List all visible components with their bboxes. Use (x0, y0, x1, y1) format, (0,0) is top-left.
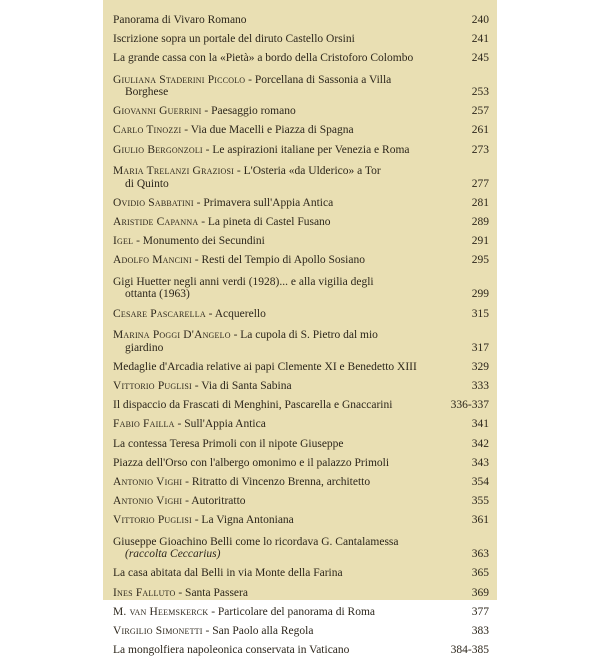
entry-page-number: 384-385 (450, 644, 489, 657)
index-entry (113, 508, 489, 527)
entry-title: - La cupola di S. Pietro dal mio (230, 329, 378, 342)
entry-text (113, 606, 449, 619)
entry-page-number: 281 (471, 196, 489, 209)
entry-page-number: 363 (471, 548, 489, 561)
entry-row (113, 450, 489, 469)
entry-page-number: 277 (471, 177, 489, 190)
entry-page-number: 383 (471, 625, 489, 637)
entry-text (113, 438, 449, 451)
entry-page-number: 315 (471, 307, 489, 320)
entry-title: La mongolfiera napoleonica conservata in Vaticano (113, 644, 350, 657)
index-entry (113, 412, 489, 431)
entry-row (113, 354, 489, 373)
entry-author: Carlo Tinozzi (113, 124, 182, 137)
entry-page-number: 261 (471, 124, 489, 137)
entry-text (113, 567, 449, 580)
entry-author: Cesare Pascarella (113, 307, 206, 320)
entry-text (113, 361, 449, 374)
entry-row (113, 248, 489, 267)
entry-author: Igel (113, 235, 134, 248)
index-entry (113, 267, 489, 301)
entry-row (113, 431, 489, 450)
entry-page-number: 377 (471, 605, 489, 618)
entry-text (113, 105, 449, 118)
entry-title: - Primavera sull'Appia Antica (193, 196, 334, 209)
entry-title: Piazza dell'Orso con l'albergo omonimo e il palazzo Primoli (113, 456, 390, 469)
index-entry (113, 26, 489, 45)
entry-author: Fabio Failla (113, 418, 175, 431)
entry-page-number: 289 (471, 216, 489, 228)
index-entry (113, 561, 489, 580)
entry-text (113, 399, 449, 412)
entry-row (113, 209, 489, 228)
entry-title-continued: ottanta (1963) (125, 288, 190, 301)
entry-text (113, 380, 449, 393)
entry-page-number: 365 (471, 567, 489, 580)
entry-row (113, 99, 489, 118)
entry-title: - Via due Macelli e Piazza di Spagna (181, 124, 354, 137)
entry-row (113, 26, 489, 45)
entry-title-continued: (raccolta Ceccarius) (125, 548, 221, 561)
entry-title: - Particolare del panorama di Roma (208, 605, 376, 618)
entry-title-continued: Borghese (125, 86, 169, 99)
entry-text (113, 74, 449, 99)
entry-text (113, 235, 449, 248)
entry-text (113, 144, 449, 157)
entry-row (113, 580, 489, 599)
index-entry (113, 469, 489, 488)
index-entry (113, 618, 489, 637)
index-entry (113, 392, 489, 411)
entry-author: Antonio Vighi (113, 495, 183, 508)
entry-author: Antonio Vighi (113, 475, 183, 488)
entry-page-number: 245 (471, 52, 489, 65)
index-entry (113, 45, 489, 64)
entry-row (113, 65, 489, 99)
entry-page-number: 355 (471, 495, 489, 508)
index-entry (113, 137, 489, 156)
entry-title: La grande cassa con la «Pietà» a bordo della Cristoforo Colombo (113, 52, 414, 65)
entry-row (113, 469, 489, 488)
entry-text (113, 644, 449, 657)
entry-title: - La pineta di Castel Fusano (198, 216, 331, 228)
index-entry (113, 488, 489, 507)
entry-page-number: 336-337 (450, 399, 489, 412)
entry-page-number: 273 (471, 143, 489, 156)
entry-title: Iscrizione sopra un portale del diruto Castello Orsini (113, 32, 355, 45)
entry-author: Marina Poggi D'Angelo (113, 329, 231, 342)
entry-title: - Le aspirazioni italiane per Venezia e Roma (202, 143, 410, 156)
entry-author: Aristide Capanna (113, 216, 199, 228)
entry-title: Gigi Huetter negli anni verdi (1928)... e alla vigilia degli (113, 275, 374, 288)
entry-title: Il dispaccio da Frascati di Menghini, Pascarella e Gnaccarini (113, 399, 393, 412)
index-entry (113, 638, 489, 657)
entry-text (113, 457, 449, 470)
index-entry (113, 190, 489, 209)
entry-page-number: 369 (471, 586, 489, 599)
entry-row (113, 137, 489, 156)
index-entry (113, 450, 489, 469)
index-entry (113, 599, 489, 618)
entry-page-number: 333 (471, 379, 489, 392)
entry-text (113, 33, 449, 46)
entry-text (113, 197, 449, 210)
entry-row (113, 488, 489, 507)
entry-row (113, 508, 489, 527)
index-entry (113, 248, 489, 267)
entry-page-number: 361 (471, 514, 489, 527)
entry-title: Giuseppe Gioachino Belli come lo ricordava G. Cantalamessa (113, 535, 399, 548)
entry-author: Ines Falluto (113, 586, 176, 599)
entry-page-number: 240 (471, 13, 489, 26)
entry-title: - La Vigna Antoniana (191, 514, 294, 527)
entry-page-number: 343 (471, 456, 489, 469)
index-entry (113, 431, 489, 450)
entry-page-number: 329 (471, 360, 489, 373)
entry-row (113, 527, 489, 561)
entry-title: - Resti del Tempio di Apollo Sosiano (191, 254, 365, 267)
index-entry (113, 99, 489, 118)
entry-page-number: 253 (471, 86, 489, 99)
entry-page-number: 257 (471, 105, 489, 118)
entry-title: - Autoritratto (182, 495, 246, 508)
entry-text (113, 514, 449, 527)
entry-row (113, 267, 489, 301)
entry-title: - L'Osteria «da Ulderico» a Tor (234, 165, 381, 178)
illustrations-index (113, 7, 489, 657)
entry-title-continued: giardino (125, 341, 164, 354)
index-entry (113, 373, 489, 392)
entry-text (113, 14, 449, 27)
entry-title: La casa abitata dal Belli in via Monte della Farina (113, 567, 343, 580)
entry-author: Vittorio Puglisi (113, 514, 192, 527)
entry-row (113, 320, 489, 354)
entry-title: - Ritratto di Vincenzo Brenna, architetto (182, 475, 371, 488)
entry-row (113, 561, 489, 580)
index-entry (113, 354, 489, 373)
entry-row (113, 412, 489, 431)
index-entry (113, 229, 489, 248)
entry-author: Giulio Bergonzoli (113, 143, 203, 156)
entry-text (113, 216, 449, 229)
entry-page-number: 341 (471, 418, 489, 431)
index-entry (113, 301, 489, 320)
entry-row (113, 599, 489, 618)
entry-text (113, 254, 449, 267)
entry-page-number: 317 (471, 341, 489, 354)
entry-title: - Via di Santa Sabina (191, 379, 292, 392)
entry-row (113, 118, 489, 137)
entry-text (113, 476, 449, 489)
entry-page-number: 295 (471, 254, 489, 267)
entry-title-continued: di Quinto (125, 177, 169, 190)
entry-text (113, 329, 449, 354)
entry-title: - Monumento dei Secundini (133, 235, 265, 248)
entry-title: Panorama di Vivaro Romano (113, 13, 247, 26)
entry-row (113, 156, 489, 190)
entry-page-number: 354 (471, 475, 489, 488)
index-entry (113, 209, 489, 228)
index-entry (113, 580, 489, 599)
entry-text (113, 587, 449, 600)
index-entry (113, 320, 489, 354)
entry-title: - San Paolo alla Regola (202, 625, 314, 637)
entry-page-number: 342 (471, 437, 489, 450)
entry-text (113, 495, 449, 508)
entry-author: Giuliana Staderini Piccolo (113, 73, 246, 86)
entry-row (113, 190, 489, 209)
entry-text (113, 52, 449, 65)
entry-title: Medaglie d'Arcadia relative ai papi Clemente XI e Benedetto XIII (113, 360, 417, 373)
entry-author: Giovanni Guerrini (113, 105, 202, 118)
entry-author: Virgilio Simonetti (113, 625, 203, 637)
entry-row (113, 301, 489, 320)
entry-title: - Sull'Appia Antica (174, 418, 266, 431)
entry-row (113, 229, 489, 248)
index-entry (113, 7, 489, 26)
index-entry (113, 65, 489, 99)
entry-page-number: 291 (471, 235, 489, 248)
entry-text (113, 124, 449, 137)
entry-row (113, 45, 489, 64)
index-entry (113, 118, 489, 137)
index-entry (113, 156, 489, 190)
entry-row (113, 392, 489, 411)
entry-page-number: 241 (471, 32, 489, 45)
entry-title: - Acquerello (205, 307, 266, 320)
entry-author: Adolfo Mancini (113, 254, 192, 267)
entry-row (113, 7, 489, 26)
entry-title: - Santa Passera (175, 586, 248, 599)
entry-title: - Porcellana di Sassonia a Villa (245, 73, 392, 86)
index-entry (113, 527, 489, 561)
entry-text (113, 536, 449, 561)
entry-text (113, 418, 449, 431)
entry-author: M. van Heemskerck (113, 605, 209, 618)
entry-row (113, 618, 489, 637)
entry-text (113, 625, 449, 638)
entry-author: Vittorio Puglisi (113, 379, 192, 392)
entry-page-number: 299 (471, 288, 489, 301)
entry-title: La contessa Teresa Primoli con il nipote Giuseppe (113, 437, 344, 450)
book-page (103, 0, 497, 657)
entry-text (113, 165, 449, 190)
entry-text (113, 276, 449, 301)
entry-text (113, 308, 449, 321)
entry-author: Maria Trelanzi Graziosi (113, 165, 235, 178)
entry-row (113, 373, 489, 392)
entry-title: - Paesaggio romano (201, 105, 296, 118)
entry-author: Ovidio Sabbatini (113, 196, 194, 209)
entry-row (113, 638, 489, 657)
